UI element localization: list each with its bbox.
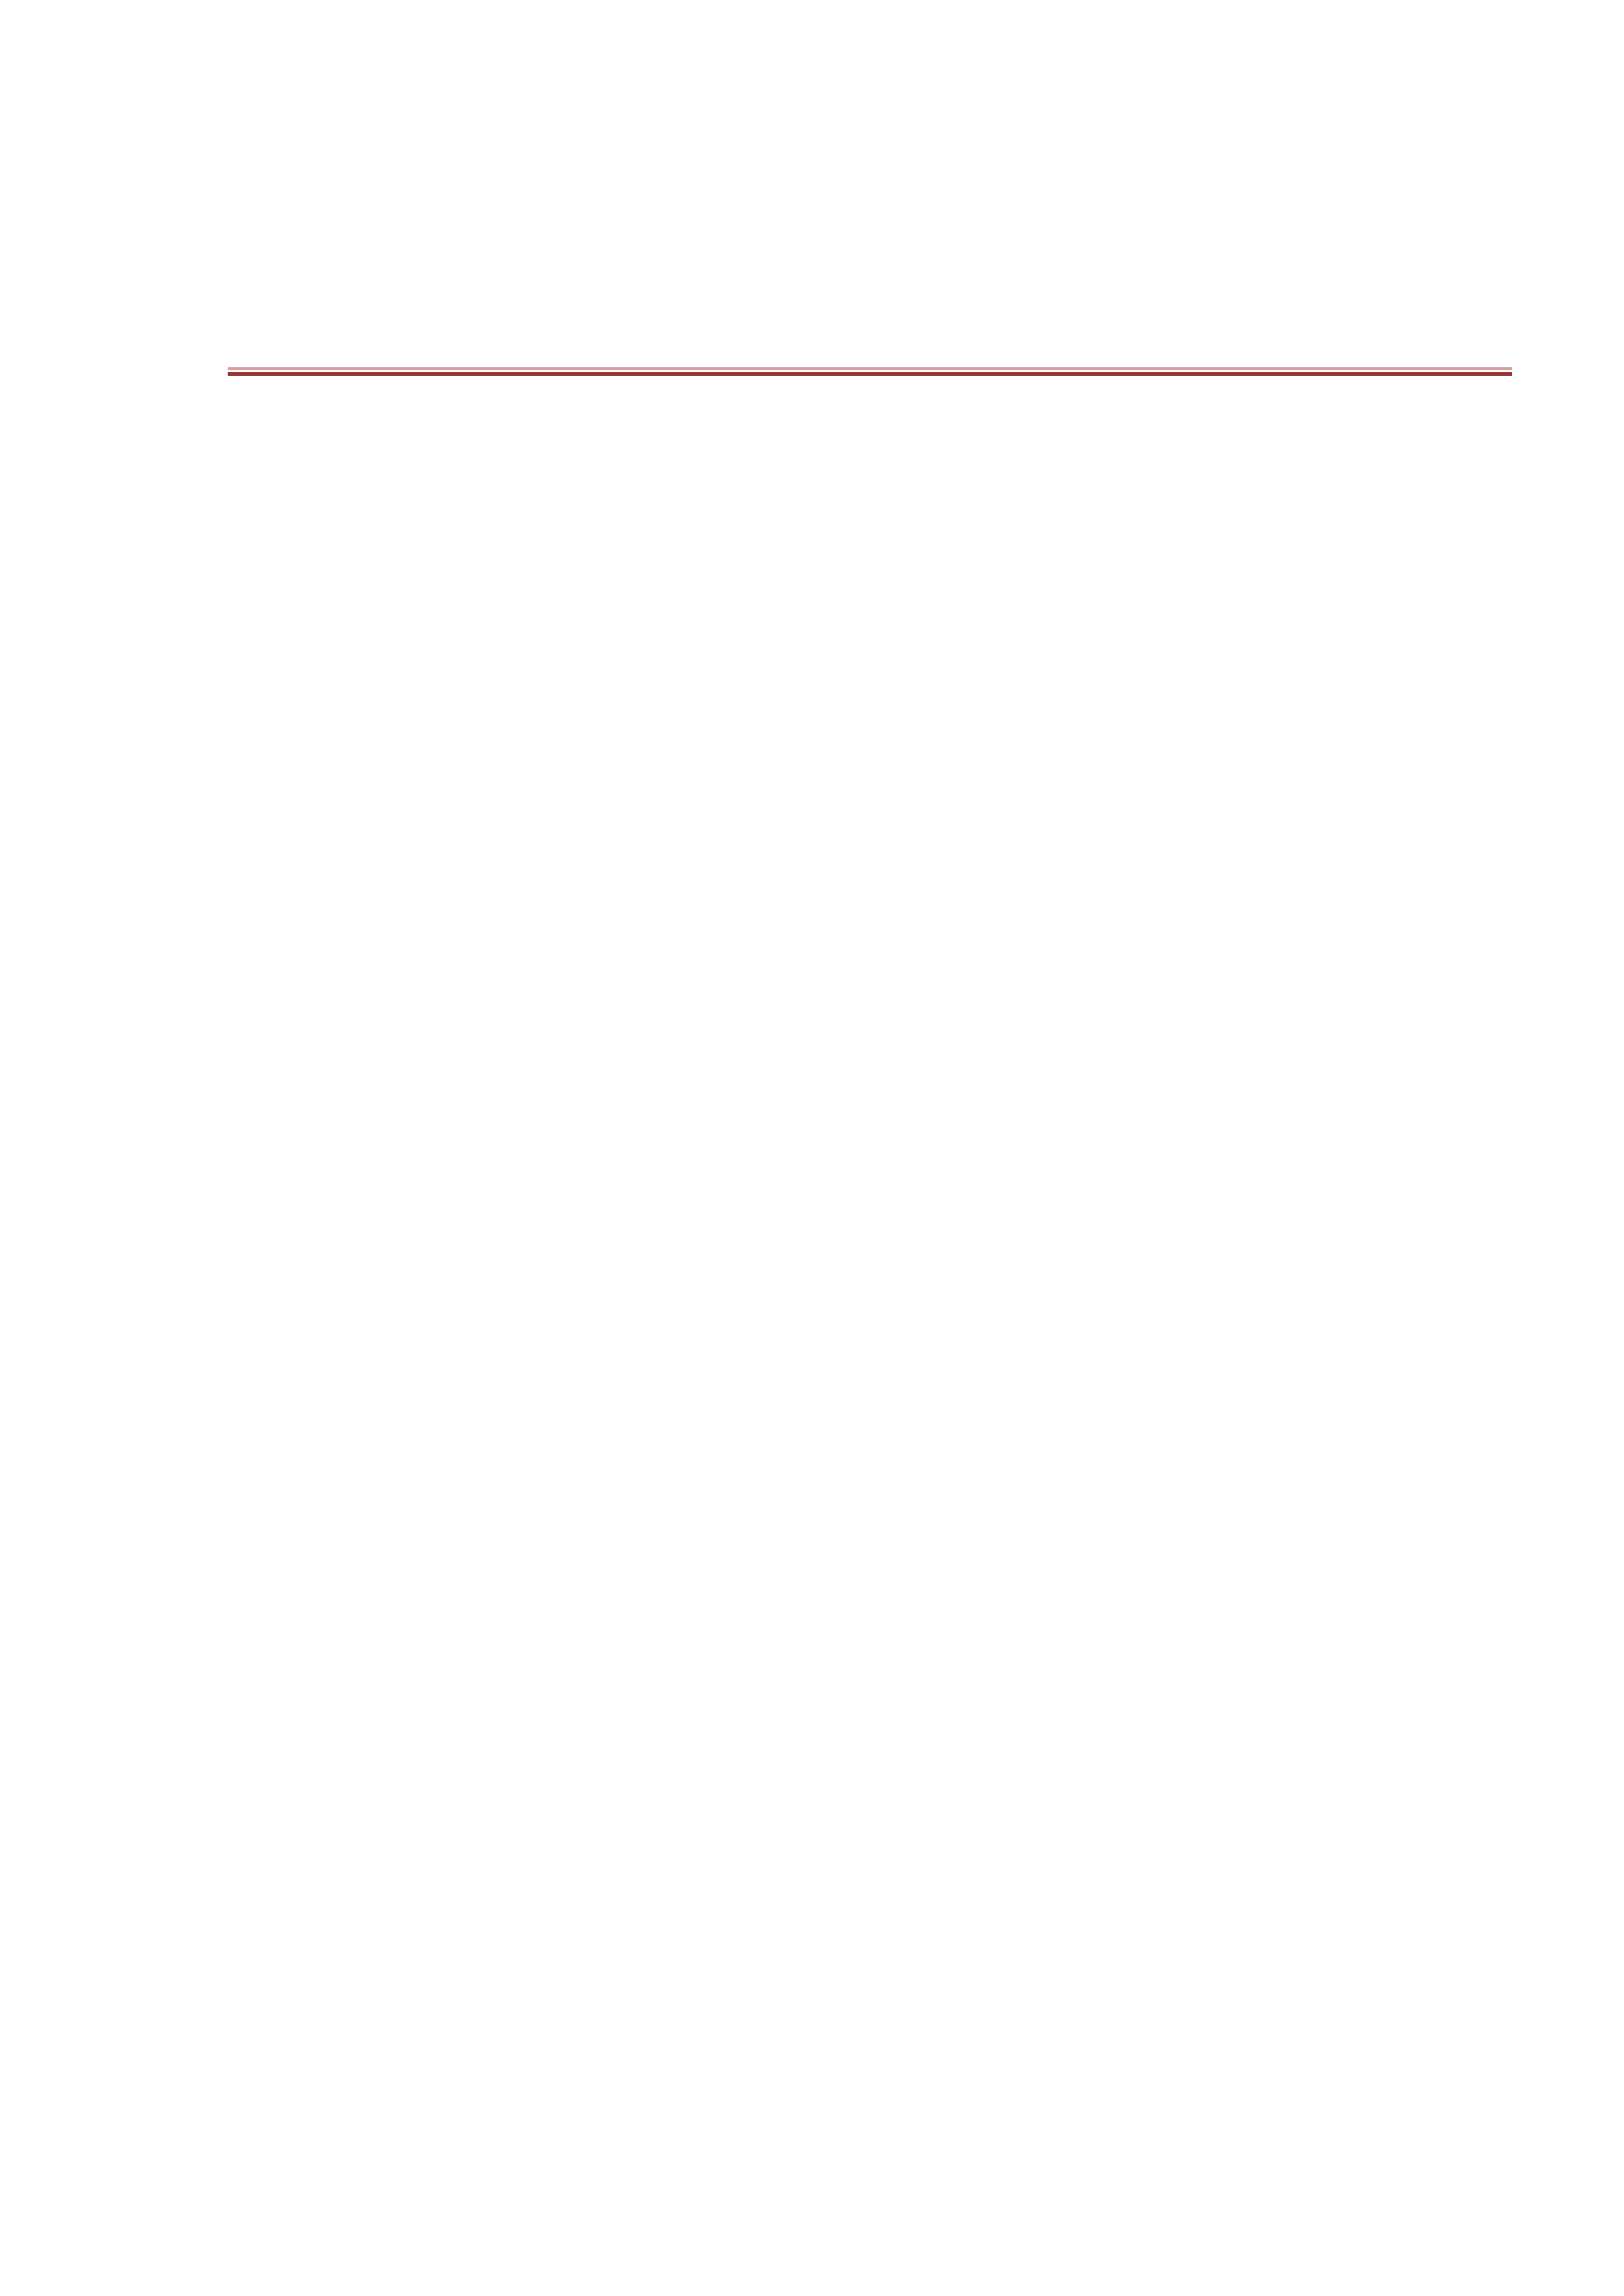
divider-line-thick xyxy=(228,372,1512,376)
divider-line-thin xyxy=(228,367,1512,370)
letterhead-divider xyxy=(228,367,1512,377)
